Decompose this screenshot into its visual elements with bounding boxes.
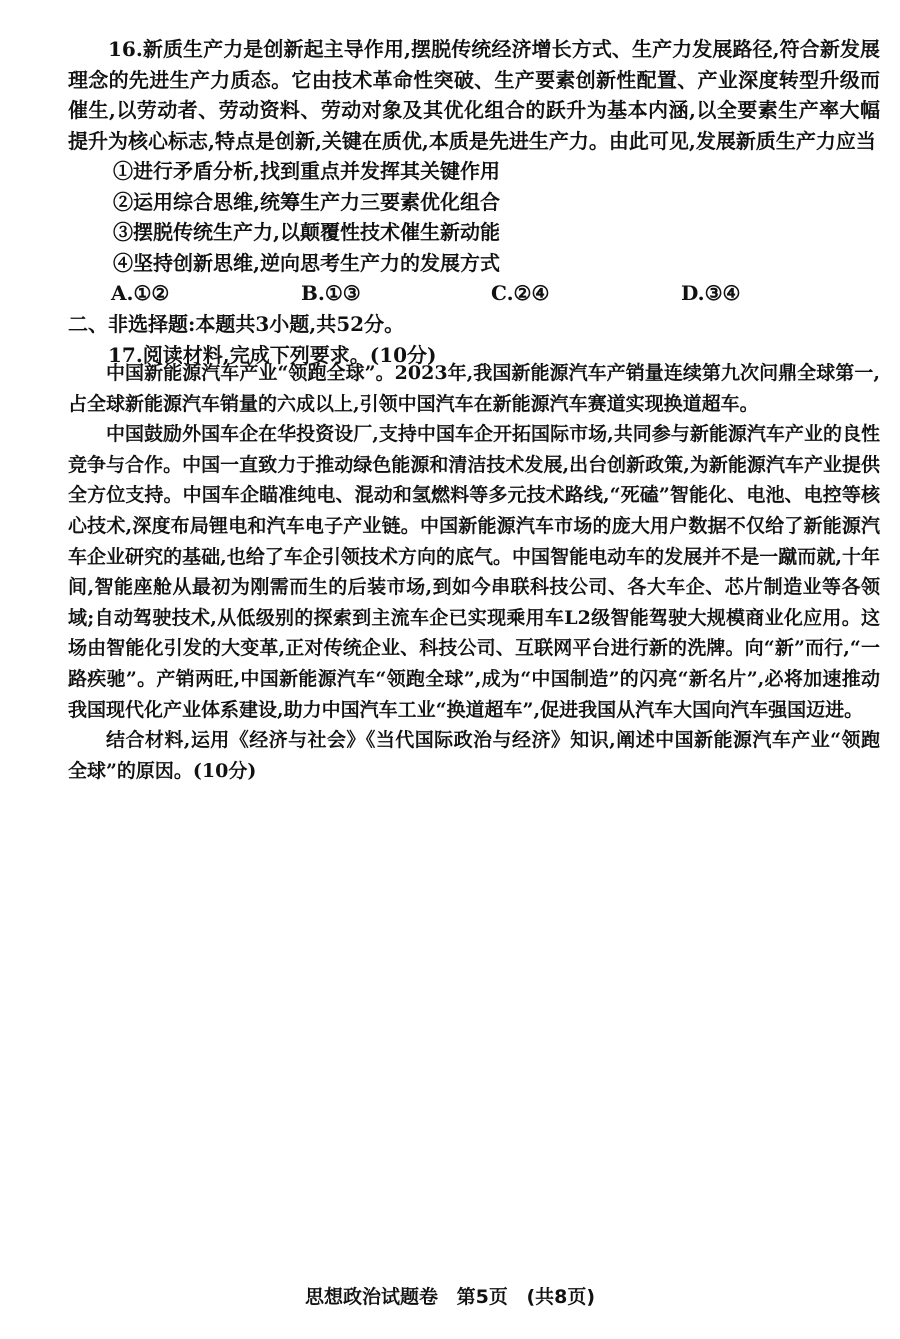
- choice-d: D.③④: [681, 281, 741, 306]
- question-16-option-1: ①进行矛盾分析,找到重点并发挥其关键作用: [113, 159, 500, 183]
- question-16: [68, 34, 880, 370]
- question-17-material: [68, 358, 880, 786]
- material-paragraph-1: 中国新能源汽车产业“领跑全球”。2023年,我国新能源汽车产销量连续第九次问鼎全球第一,占全球新能源汽车销量的六成以上,引领中国汽车在新能源汽车赛道实现换道超车。: [68, 362, 880, 415]
- page-footer: [0, 1282, 900, 1309]
- question-16-option-3: ③摆脱传统生产力,以颠覆性技术催生新动能: [113, 220, 500, 244]
- question-16-option-2: ②运用综合思维,统筹生产力三要素优化组合: [113, 189, 500, 214]
- footer-total-pages: (共8页): [526, 1286, 596, 1308]
- footer-page-number: 第5页: [456, 1286, 508, 1308]
- footer-subject: 思想政治试题卷: [304, 1286, 438, 1308]
- choice-a: A.①②: [111, 281, 170, 306]
- question-16-stem: 16.新质生产力是创新起主导作用,摆脱传统经济增长方式、生产力发展路径,符合新发展理念的先进生产力质态。它由技术革命性突破、生产要素创新性配置、产业深度转型升级而催生,以劳动者、劳动资料、劳动对象及其优化组合的跃升为基本内涵,以全要素生产率大幅提升为核心标志,特点是创新,关键在质优,本质是先进生产力。由此可见,发展新质生产力应当: [68, 37, 880, 153]
- question-16-option-4: ④坚持创新思维,逆向思考生产力的发展方式: [113, 250, 500, 275]
- question-17-prompt: 17.阅读材料,完成下列要求。(10分): [108, 342, 437, 367]
- choice-c: C.②④: [491, 281, 550, 306]
- section-heading: 二、非选择题:本题共3小题,共52分。: [68, 312, 405, 336]
- material-paragraph-2: 中国鼓励外国车企在华投资设厂,支持中国车企开拓国际市场,共同参与新能源汽车产业的良性竞争与合作。中国一直致力于推动绿色能源和清洁技术发展,出台创新政策,为新能源汽车产业提供全方位支持。中国车企瞄准纯电、混动和氢燃料等多元技术路线,“死磕”智能化、电池、电控等核心技术,深度布局锂电和汽车电子产业链。中国新能源汽车市场的庞大用户数据不仅给了新能源汽车企业研究的基础,也给了车企引领技术方向的底气。中国智能电动车的发展并不是一蹴而就,十年间,智能座舱从最初为刚需而生的后装市场,到如今串联科技公司、各大车企、芯片制造业等各领域;自动驾驶技术,从低级别的探索到主流车企已实现乘用车L2级智能驾驶大规模商业化应用。这场由智能化引发的大变革,正对传统企业、科技公司、互联网平台进行新的洗牌。向“新”而行,“一路疾驰”。产销两旺,中国新能源汽车“领跑全球”,成为“中国制造”的闪亮“新名片”,必将加速推动我国现代化产业体系建设,助力中国汽车工业“换道超车”,促进我国从汽车大国向汽车强国迈进。: [68, 423, 880, 721]
- question-16-choices: [68, 278, 880, 309]
- question-17-task: 结合材料,运用《经济与社会》《当代国际政治与经济》知识,阐述中国新能源汽车产业“领跑全球”的原因。(10分): [68, 729, 880, 782]
- choice-b: B.①③: [301, 281, 361, 306]
